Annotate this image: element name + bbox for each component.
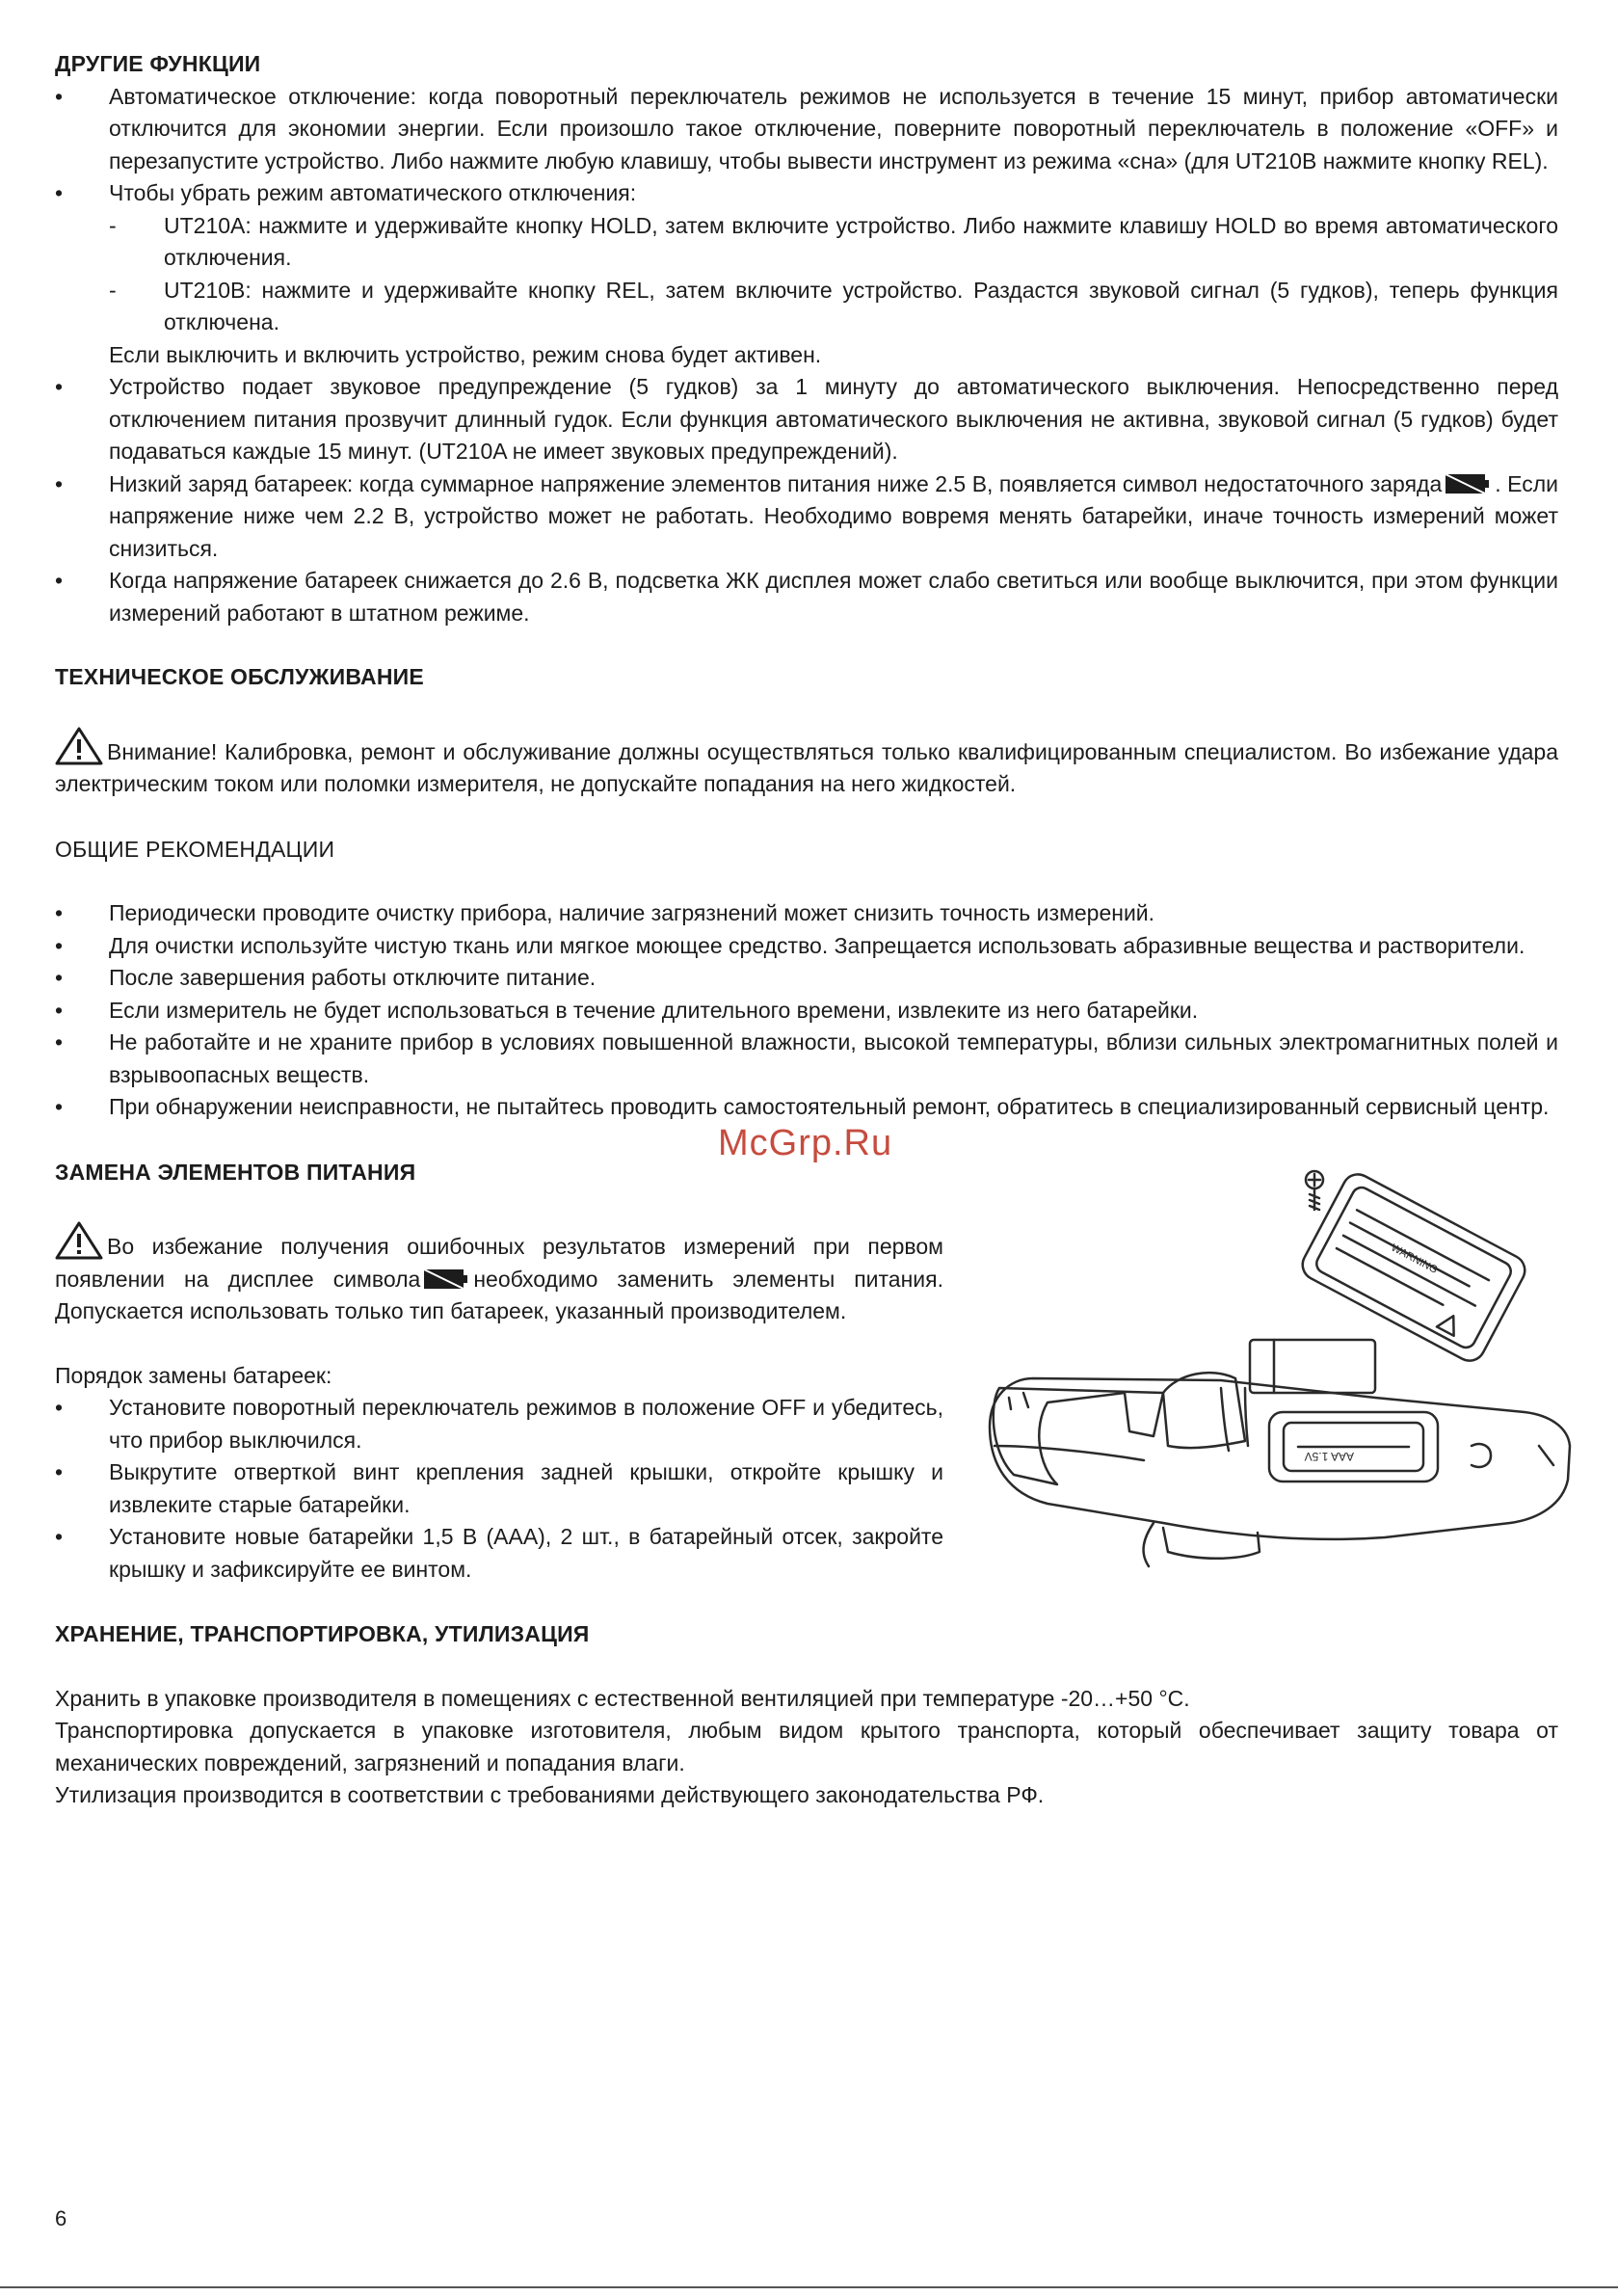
sub-list-item: - UT210B: нажмите и удерживайте кнопку REL, затем включите устройство. Раздастся звуковой сигнал (5 гудков), теперь функция отключена.	[55, 275, 1558, 339]
warning-triangle-icon	[55, 727, 103, 765]
list-item: • Для очистки используйте чистую ткань или мягкое моющее средство. Запрещается использовать абразивные вещества и растворители.	[55, 930, 1558, 963]
battery-cover	[1297, 1168, 1530, 1366]
list-item: • Автоматическое отключение: когда поворотный переключатель режимов не используется в течение 15 минут, прибор автоматически отключится для экономии энергии. Если произошло такое отключение, поверните поворотный переключатель в положение «OFF» и перезапустите устройство. Либо нажмите любую клавишу, чтобы вывести инструмент из режима «сна» (для UT210B нажмите кнопку REL).	[55, 81, 1558, 178]
section-title-general: ОБЩИЕ РЕКОМЕНДАЦИИ	[55, 836, 335, 862]
watermark: McGrp.Ru	[718, 1123, 893, 1163]
list-item: • Не работайте и не храните прибор в условиях повышенной влажности, высокой температуры, вблизи сильных электромагнитных полей и взрывоопасных веществ.	[55, 1027, 1558, 1091]
battery-section	[55, 1157, 1558, 1587]
warning-text: Внимание! Калибровка, ремонт и обслуживание должны осуществляться только квалифицированным специалистом. Во избежание удара электрическим током или поломки измерителя, не допускайте попадания на него жидкостей.	[55, 738, 1558, 796]
section-title-other-functions: ДРУГИЕ ФУНКЦИИ	[55, 51, 261, 76]
battery-order-label: Порядок замены батареек:	[55, 1362, 332, 1388]
list-item: • Выкрутите отверткой винт крепления задней крышки, откройте крышку и извлеките старые батарейки.	[55, 1456, 943, 1521]
note-text: Если выключить и включить устройство, режим снова будет активен.	[109, 341, 822, 367]
list-item: • Устройство подает звуковое предупреждение (5 гудков) за 1 минуту до автоматического выключения. Непосредственно перед отключением питания прозвучит длинный гудок. Если функция автоматического выключения не активна, звуковой сигнал (5 гудков) будет подаваться каждые 15 минут. (UT210A не имеет звуковых предупреждений).	[55, 371, 1558, 468]
battery-label: AAA 1.5V	[1304, 1449, 1354, 1463]
battery-warning	[55, 1221, 943, 1328]
list-item-text: Низкий заряд батареек: когда суммарное напряжение элементов питания ниже 2.5 В, появляется символ недостаточного заряда	[109, 470, 1443, 496]
list-item	[55, 177, 1558, 339]
transport-paragraph: Транспортировка допускается в упаковке изготовителя, любым видом крытого транспорта, который обеспечивает защиту товара от механических повреждений, загрязнений и попадания влаги.	[55, 1718, 1558, 1775]
general-recommendations-list	[55, 897, 1558, 1124]
list-item: • При обнаружении неисправности, не пытайтесь проводить самостоятельный ремонт, обратитесь в специализированный сервисный центр.	[55, 1091, 1558, 1124]
page-number: 6	[55, 2206, 67, 2230]
sub-list-item: - UT210A: нажмите и удерживайте кнопку HOLD, затем включите устройство. Либо нажмите клавишу HOLD во время автоматического отключения.	[55, 210, 1558, 275]
warning-text: Во избежание получения ошибочных результатов измерений при первом появлении на дисплее символа	[55, 1234, 943, 1292]
list-item	[55, 468, 1558, 566]
section-title-battery: ЗАМЕНА ЭЛЕМЕНТОВ ПИТАНИЯ	[55, 1159, 416, 1185]
list-item: • Установите поворотный переключатель режимов в положение OFF и убедитесь, что прибор выключился.	[55, 1392, 943, 1456]
footer-divider	[0, 2286, 1618, 2288]
page-content	[55, 48, 1558, 1812]
battery-text-column	[55, 1221, 943, 1586]
list-item: • Установите новые батарейки 1,5 В (AAA), 2 шт., в батарейный отсек, закройте крышку и зафиксируйте ее винтом.	[55, 1521, 943, 1586]
battery-steps-list	[55, 1392, 943, 1586]
maintenance-warning	[55, 727, 1558, 801]
other-functions-list	[55, 81, 1558, 339]
low-battery-icon	[1444, 471, 1492, 496]
disposal-paragraph: Утилизация производится в соответствии с требованиями действующего законодательства РФ.	[55, 1782, 1045, 1807]
list-item: • Когда напряжение батареек снижается до 2.6 В, подсветка ЖК дисплея может слабо светиться или вообще выключится, при этом функции измерений работают в штатном режиме.	[55, 565, 1558, 629]
other-functions-list-2	[55, 371, 1558, 629]
list-item: • Периодически проводите очистку прибора, наличие загрязнений может снизить точность измерений.	[55, 897, 1558, 930]
low-battery-icon	[422, 1267, 470, 1292]
list-item: • После завершения работы отключите питание.	[55, 962, 1558, 995]
warning-triangle-icon	[55, 1221, 103, 1260]
section-title-maintenance: ТЕХНИЧЕСКОЕ ОБСЛУЖИВАНИЕ	[55, 664, 424, 689]
section-title-storage: ХРАНЕНИЕ, ТРАНСПОРТИРОВКА, УТИЛИЗАЦИЯ	[55, 1621, 590, 1646]
battery-replacement-illustration	[970, 1157, 1597, 1610]
sub-list	[55, 210, 1558, 339]
list-item-text: . Если напряжение ниже чем 2.2 В, устройство может не работать. Необходимо вовремя менять батарейки, иначе точность измерений может снизиться.	[109, 470, 1558, 561]
warning-text: необходимо заменить элементы питания. Допускается использовать только тип батареек, указанный производителем.	[55, 1266, 943, 1323]
screw-icon	[1306, 1171, 1323, 1210]
cover-warning-label: WARNING	[1389, 1241, 1440, 1276]
list-item: • Если измеритель не будет использоваться в течение длительного времени, извлеките из него батарейки.	[55, 995, 1558, 1028]
list-item-text: Чтобы убрать режим автоматического отключения:	[109, 180, 637, 205]
storage-paragraph: Хранить в упаковке производителя в помещениях с естественной вентиляцией при температуре -20…+50 °С.	[55, 1685, 1190, 1711]
